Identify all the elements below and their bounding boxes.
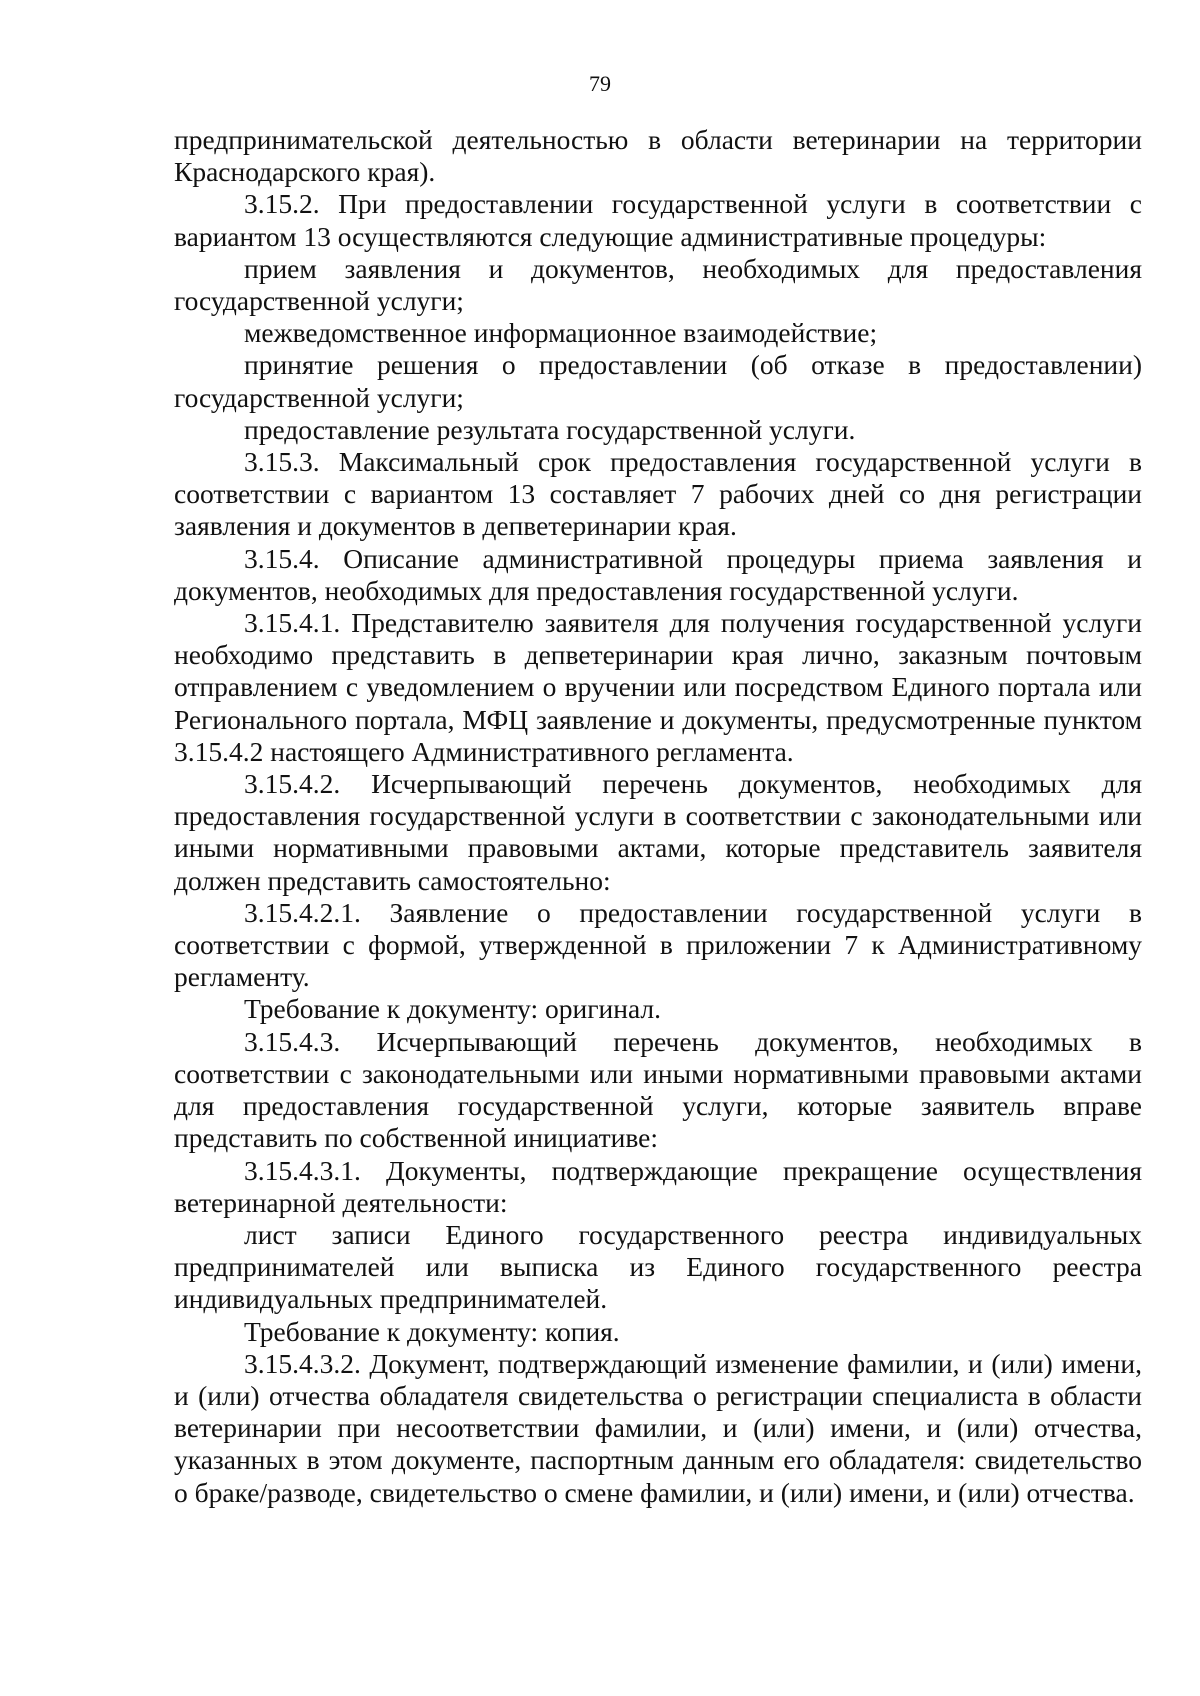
paragraph-3-15-4-3-1: 3.15.4.3.1. Документы, подтверждающие прекращение осуществления ветеринарной деятельности: — [174, 1154, 1142, 1218]
paragraph-procedure-4: предоставление результата государственной услуги. — [244, 413, 856, 445]
paragraph-requirement-copy: Требование к документу: копия. — [244, 1315, 620, 1347]
document-body — [174, 124, 1142, 1509]
paragraph-registry-sheet: лист записи Единого государственного реестра индивидуальных предпринимателей или выписка из Единого государственного реестра индивидуальных предпринимателей. — [174, 1218, 1142, 1315]
paragraph-requirement-original: Требование к документу: оригинал. — [244, 993, 661, 1025]
paragraph-continuation: предпринимательской деятельностью в области ветеринарии на территории Краснодарского края). — [174, 124, 1142, 188]
paragraph-procedure-2: межведомственное информационное взаимодействие; — [244, 317, 878, 349]
paragraph-3-15-4-3-2: 3.15.4.3.2. Документ, подтверждающий изменение фамилии, и (или) имени, и (или) отчества обладателя свидетельства о регистрации специалиста в области ветеринарии при несоответствии фамилии, и (или) имени, и (или) отчества, указанных в этом документе, паспортным данным его обладателя: свидетельство о браке/разводе, свидетельство о смене фамилии, и (или) имени, и (или) отчества. — [174, 1347, 1142, 1508]
paragraph-3-15-3: 3.15.3. Максимальный срок предоставления государственной услуги в соответствии с вариантом 13 составляет 7 рабочих дней со дня регистрации заявления и документов в депветеринарии края. — [174, 446, 1142, 542]
paragraph-procedure-1: прием заявления и документов, необходимых для предоставления государственной услуги; — [174, 252, 1142, 317]
paragraph-3-15-2: 3.15.2. При предоставлении государственной услуги в соответствии с вариантом 13 осуществляются следующие административные процедуры: — [174, 188, 1142, 252]
paragraph-3-15-4: 3.15.4. Описание административной процедуры приема заявления и документов, необходимых для предоставления государственной услуги. — [174, 542, 1142, 606]
paragraph-procedure-3: принятие решения о предоставлении (об отказе в предоставлении) государственной услуги; — [174, 349, 1142, 413]
paragraph-3-15-4-2-1: 3.15.4.2.1. Заявление о предоставлении государственной услуги в соответствии с формой, утвержденной в приложении 7 к Административному регламенту. — [174, 896, 1142, 993]
paragraph-3-15-4-2: 3.15.4.2. Исчерпывающий перечень документов, необходимых для предоставления государственной услуги в соответствии с законодательными или иными нормативными правовыми актами, которые представитель заявителя должен представить самостоятельно: — [174, 768, 1142, 896]
paragraph-3-15-4-3: 3.15.4.3. Исчерпывающий перечень документов, необходимых в соответствии с законодательными или иными нормативными правовыми актами для предоставления государственной услуги, которые заявитель вправе представить по собственной инициативе: — [174, 1025, 1142, 1154]
paragraph-3-15-4-1: 3.15.4.1. Представителю заявителя для получения государственной услуги необходимо представить в депветеринарии края лично, заказным почтовым отправлением с уведомлением о вручении или посредством Единого портала или Регионального портала, МФЦ заявление и документы, предусмотренные пунктом 3.15.4.2 настоящего Административного регламента. — [174, 607, 1142, 767]
page-number: 79 — [589, 71, 611, 96]
